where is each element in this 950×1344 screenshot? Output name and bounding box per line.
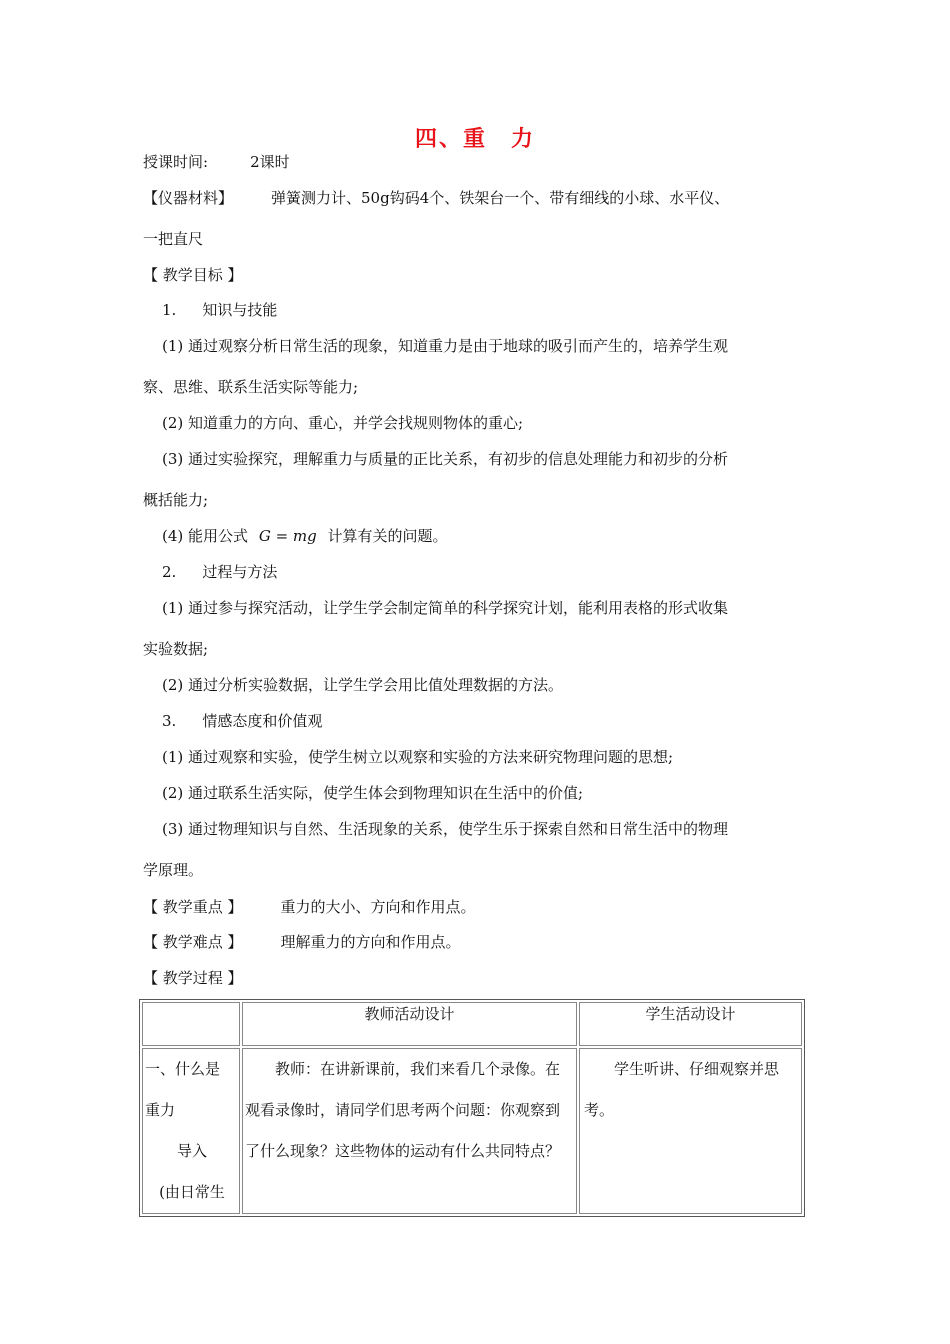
goal-3-item-2: (2) 通过联系生活实际，使学生体会到物理知识在生活中的价值; [162,784,584,802]
key-point-label: 【 教学重点 】 [143,898,243,916]
teacher-activity-text: 教师：在讲新课前，我们来看几个录像。在观看录像时，请同学们思考两个问题：你观察到了什么现象？这些物体的运动有什么共同特点？ [245,1060,561,1160]
table-header-row [142,1002,802,1046]
goal-1-item-3: (3) 通过实验探究，理解重力与质量的正比关系，有初步的信息处理能力和初步的分析 [162,450,729,468]
gravity-formula: G = mg [258,527,317,545]
goal-2-item-1-cont: 实验数据; [143,640,209,658]
goal-2-item-1: (1) 通过参与探究活动，让学生学会制定简单的科学探究计划，能利用表格的形式收集 [162,599,729,617]
process-heading: 【 教学过程 】 [143,969,243,987]
materials-line [143,188,729,208]
key-point-line [143,897,476,917]
student-activity-cell [579,1048,802,1214]
goal-3-number: 3. [162,712,177,730]
materials-label: 【仪器材料】 [143,189,234,207]
goal-2-heading [162,562,277,582]
title-text: 四、重 力 [414,127,535,152]
goal-1-number: 1. [162,301,177,319]
key-point-text: 重力的大小、方向和作用点。 [280,898,476,916]
time-label: 授课时间: [143,153,209,171]
goal-3-item-1: (1) 通过观察和实验，使学生树立以观察和实验的方法来研究物理问题的思想; [162,748,674,766]
goal-1-item-4 [162,526,448,546]
lesson-time-line [143,152,290,172]
goal-1-title: 知识与技能 [202,301,278,319]
stage-line: (由日常生 [159,1183,225,1201]
page-title [0,122,950,153]
goal-1-item-1-cont: 察、思维、联系生活实际等能力; [143,378,359,396]
goal-3-heading [162,711,322,731]
item-4-prefix: (4) 能用公式 [162,527,249,545]
goal-2-item-2: (2) 通过分析实验数据，让学生学会用比值处理数据的方法。 [162,676,564,694]
item-4-suffix: 计算有关的问题。 [327,527,448,545]
difficulty-text: 理解重力的方向和作用点。 [280,933,461,951]
teaching-process-table [139,999,805,1217]
goal-1-item-3-cont: 概括能力; [143,491,209,509]
difficulty-line [143,932,461,952]
goal-3-item-3-cont: 学原理。 [143,861,204,879]
table-row [142,1048,802,1214]
goal-1-heading [162,300,277,320]
stage-line: 导入 [176,1142,207,1160]
goal-1-item-2: (2) 知道重力的方向、重心，并学会找规则物体的重心; [162,414,524,432]
materials-continuation: 一把直尺 [143,230,204,248]
goal-heading: 【 教学目标 】 [143,266,243,284]
stage-cell [142,1048,240,1214]
difficulty-label: 【 教学难点 】 [143,933,243,951]
student-activity-text: 学生听讲、仔细观察并思考。 [584,1060,780,1119]
header-cell-teacher: 教师活动设计 [242,1002,577,1046]
goal-3-title: 情感态度和价值观 [202,712,323,730]
header-cell-stage [142,1002,240,1046]
stage-line: 重力 [145,1101,176,1119]
goal-2-title: 过程与方法 [202,563,278,581]
stage-text [143,1049,239,1213]
teacher-activity-cell [242,1048,577,1214]
materials-text: 弹簧测力计、50g钩码4个、铁架台一个、带有细线的小球、水平仪、 [271,189,730,207]
goal-1-item-1: (1) 通过观察分析日常生活的现象，知道重力是由于地球的吸引而产生的，培养学生观 [162,337,729,355]
goal-3-item-3: (3) 通过物理知识与自然、生活现象的关系，使学生乐于探索自然和日常生活中的物理 [162,820,729,838]
stage-line: 一、什么是 [145,1060,221,1078]
goal-2-number: 2. [162,563,177,581]
time-value: 2课时 [250,153,290,171]
header-cell-student: 学生活动设计 [579,1002,802,1046]
